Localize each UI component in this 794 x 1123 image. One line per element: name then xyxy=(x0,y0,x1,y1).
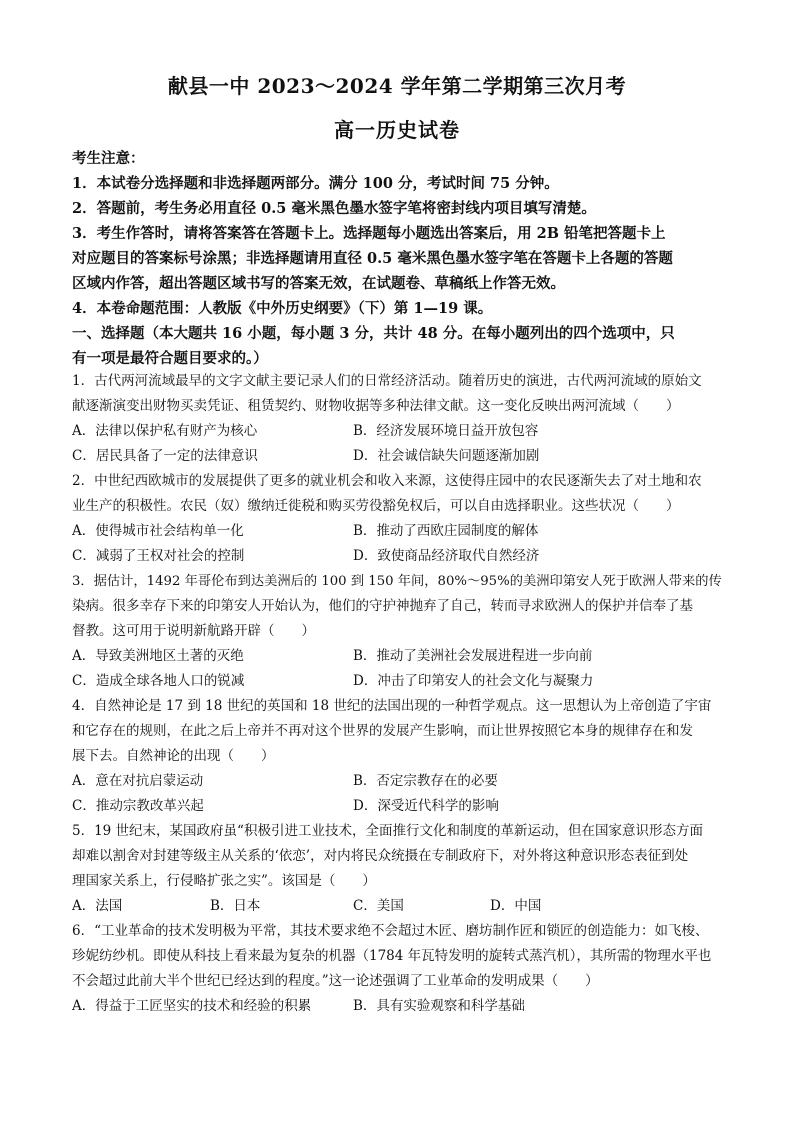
question-line: 督教。这可用于说明新航路开辟（ ） xyxy=(72,623,315,639)
question-3 xyxy=(72,569,732,644)
question-6 xyxy=(72,919,732,994)
option-c: C．美国 xyxy=(353,898,404,914)
option-a: A．得益于工匠坚实的技术和经验的积累 xyxy=(72,998,312,1014)
question-3-options xyxy=(72,644,732,694)
option-b: B．具有实验观察和科学基础 xyxy=(353,998,525,1014)
question-line: 珍妮纺纱机。即使从科技上看来最为复杂的机器（1784 年瓦特发明的旋转式蒸汽机），其所需的物理水平也 xyxy=(72,948,712,964)
option-d: D．中国 xyxy=(490,898,542,914)
option-c: C．居民具备了一定的法律意识 xyxy=(72,448,258,464)
option-a: A．使得城市社会结构单一化 xyxy=(72,523,244,539)
option-a: A．导致美洲地区土著的灭绝 xyxy=(72,648,244,664)
option-b: B．推动了美洲社会发展进程进一步向前 xyxy=(353,648,593,664)
question-line: 业生产的积极性。农民（奴）缴纳迁徙税和购买劳役豁免权后，可以自由选择职业。这些状况（ ） xyxy=(72,498,680,514)
question-4-options xyxy=(72,769,732,819)
notice-line: 对应题目的答案标号涂黑；非选择题请用直径 0.5 毫米黑色墨水签字笔在答题卡上各题的答题 xyxy=(72,250,673,267)
notice-line: 1．本试卷分选择题和非选择题两部分。满分 100 分，考试时间 75 分钟。 xyxy=(72,175,559,192)
question-line: 6．“工业革命的技术发明极为平常，其技术要求绝不会超过木匠、磨坊制作匠和锁匠的创造能力：如飞梭、 xyxy=(72,923,709,939)
section-heading: 一、选择题（本大题共 16 小题，每小题 3 分，共计 48 分。在每小题列出的四个选项中，只 xyxy=(72,325,675,342)
question-2 xyxy=(72,469,732,519)
option-c: C．减弱了王权对社会的控制 xyxy=(72,548,245,564)
question-line: 和它存在的规则，在此之后上帝并不再对这个世界的发展产生影响，而让世界按照它本身的规律存在和发 xyxy=(72,723,693,739)
option-a: A．意在对抗启蒙运动 xyxy=(72,773,204,789)
option-d: D．冲击了印第安人的社会文化与凝聚力 xyxy=(353,673,594,689)
option-b: B．日本 xyxy=(210,898,261,914)
option-d: D．致使商品经济取代自然经济 xyxy=(353,548,540,564)
option-b: B．推动了西欧庄园制度的解体 xyxy=(353,523,539,539)
notice-line: 2．答题前，考生务必用直径 0.5 毫米黑色墨水签字笔将密封线内项目填写清楚。 xyxy=(72,200,596,217)
question-line: 2．中世纪西欧城市的发展提供了更多的就业机会和收入来源，这使得庄园中的农民逐渐失去了对土地和农 xyxy=(72,473,702,489)
option-c: C．推动宗教改革兴起 xyxy=(72,798,204,814)
option-a: A．法律以保护私有财产为核心 xyxy=(72,423,258,439)
section-heading: 有一项是最符合题目要求的。） xyxy=(72,350,268,367)
exam-title: 献县一中 2023～2024 学年第二学期第三次月考 xyxy=(167,74,627,98)
question-5 xyxy=(72,819,732,894)
option-d: D．深受近代科学的影响 xyxy=(353,798,499,814)
question-line: 染病。很多幸存下来的印第安人开始认为，他们的守护神抛弃了自己，转而寻求欧洲人的保护并信奉了基 xyxy=(72,598,693,614)
question-line: 5．19 世纪末，某国政府虽“积极引进工业技术，全面推行文化和制度的革新运动，但在国家意识形态方面 xyxy=(72,823,703,839)
notice-line: 区域内作答，超出答题区域书写的答案无效，在试题卷、草稿纸上作答无效。 xyxy=(72,275,565,292)
question-line: 4．自然神论是 17 到 18 世纪的英国和 18 世纪的法国出现的一种哲学观点。这一思想认为上帝创造了宇宙 xyxy=(72,698,712,714)
question-line: 1．古代两河流域最早的文字文献主要记录人们的日常经济活动。随着历史的演进，古代两河流域的原始文 xyxy=(72,373,702,389)
option-b: B．经济发展环境日益开放包容 xyxy=(353,423,539,439)
question-2-options xyxy=(72,519,732,569)
question-line: 展下去。自然神论的出现（ ） xyxy=(72,748,275,764)
question-6-options xyxy=(72,994,732,1019)
option-c: C．造成全球各地人口的锐减 xyxy=(72,673,245,689)
question-line: 却难以割舍对封建等级主从关系的‘依恋’，对内将民众统摄在专制政府下，对外将这种意识形态表征到处 xyxy=(72,848,689,864)
question-1-options xyxy=(72,419,732,469)
notice-line: 4．本卷命题范围：人教版《中外历史纲要》（下）第 1—19 课。 xyxy=(72,300,493,317)
question-line: 不会超过此前大半个世纪已经达到的程度。”这一论述强调了工业革命的发明成果（ ） xyxy=(72,973,599,989)
question-line: 3．据估计，1492 年哥伦布到达美洲后的 100 到 150 年间，80%～95%的美洲印第安人死于欧洲人带来的传 xyxy=(72,574,722,589)
notice-heading: 考生注意： xyxy=(72,150,145,167)
question-5-options xyxy=(72,894,732,919)
exam-subtitle: 高一历史试卷 xyxy=(334,118,460,142)
notice-block xyxy=(72,146,732,371)
question-1 xyxy=(72,369,732,419)
question-4 xyxy=(72,694,732,769)
question-line: 献逐渐演变出财物买卖凭证、租赁契约、财物收据等多种法律文献。这一变化反映出两河流域（ ） xyxy=(72,398,680,414)
question-line: 理国家关系上，行侵略扩张之实”。该国是（ ） xyxy=(72,873,376,889)
option-d: D．社会诚信缺失问题逐渐加剧 xyxy=(353,448,540,464)
notice-line: 3．考生作答时，请将答案答在答题卡上。选择题每小题选出答案后，用 2B 铅笔把答题卡上 xyxy=(72,225,666,242)
option-b: B．否定宗教存在的必要 xyxy=(353,773,498,789)
option-a: A．法国 xyxy=(72,898,123,914)
